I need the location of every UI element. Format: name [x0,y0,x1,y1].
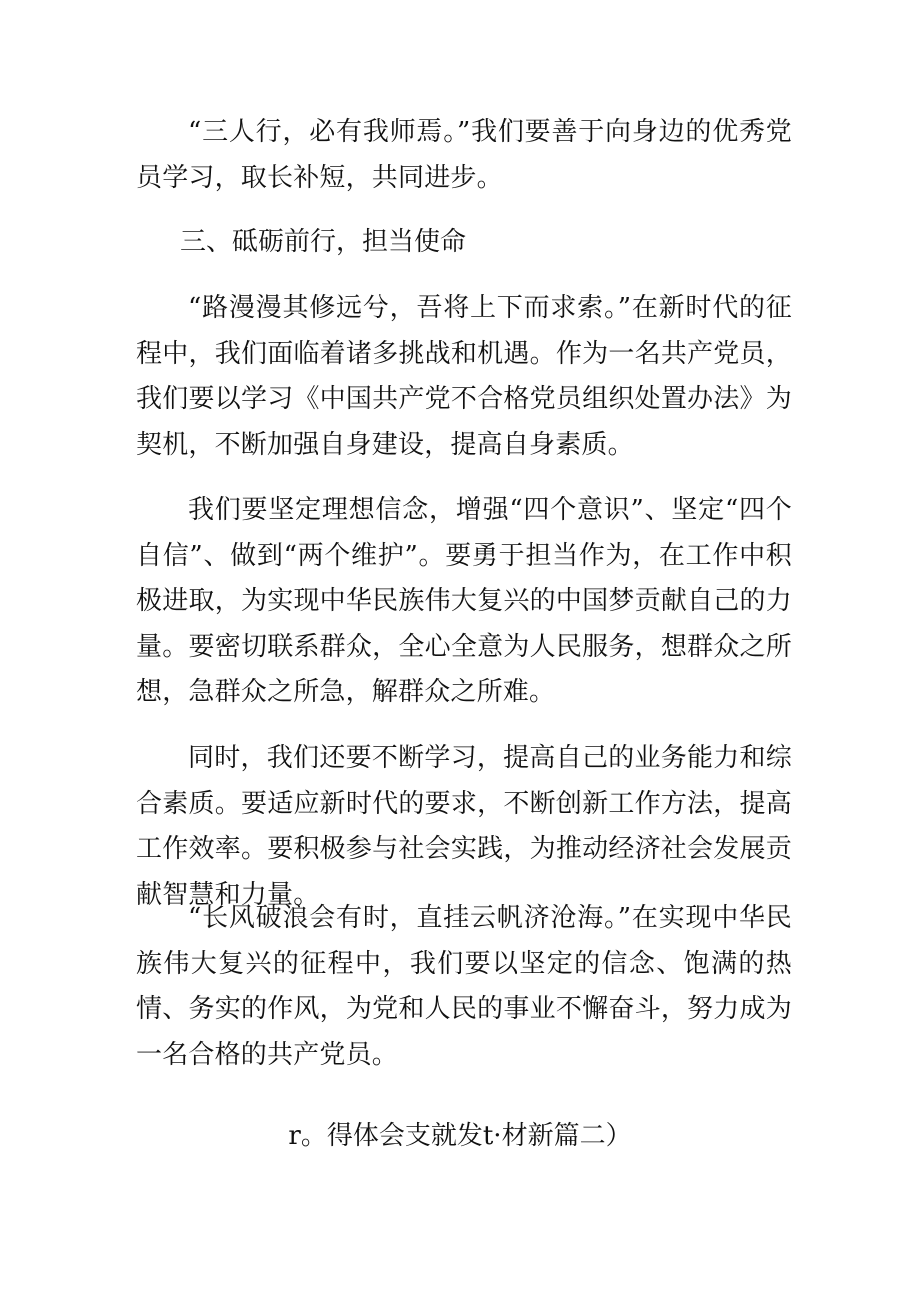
section-heading: 三、砥砺前行，担当使命 [180,227,467,257]
paragraph-continuous-learning: 同时，我们还要不断学习，提高自己的业务能力和综合素质。要适应新时代的要求，不断创新工作方法，提高工作效率。要积极参与社会实践，为推动经济社会发展贡献智慧和力量。 [136,743,792,910]
paragraph-long-road: “路漫漫其修远兮，吾将上下而求索。”在新时代的征程中，我们面临着诸多挑战和机遇。作为一名共产党员，我们要以学习《中国共产党不合格党员组织处置办法》为契机，不断加强自身建设，提高自身素质。 [136,293,792,460]
paragraph-long-wind: “长风破浪会有时，直挂云帆济沧海。”在实现中华民族伟大复兴的征程中，我们要以坚定的信念、饱满的热情、务实的作风，为党和人民的事业不懈奋斗，努力成为一名合格的共产党员。 [136,903,792,1070]
paragraph-ideals-beliefs: 我们要坚定理想信念，增强“四个意识”、坚定“四个自信”、做到“两个维护”。要勇于担当作为，在工作中积极进取，为实现中华民族伟大复兴的中国梦贡献自己的力量。要密切联系群众，全心全意为人民服务，想群众之所想，急群众之所急，解群众之所难。 [136,495,792,707]
next-article-title: r。得体会支就发t·材新篇二） [288,1121,632,1151]
paragraph-learn-from-others: “三人行，必有我师焉。”我们要善于向身边的优秀党员学习，取长补短，共同进步。 [136,117,792,193]
